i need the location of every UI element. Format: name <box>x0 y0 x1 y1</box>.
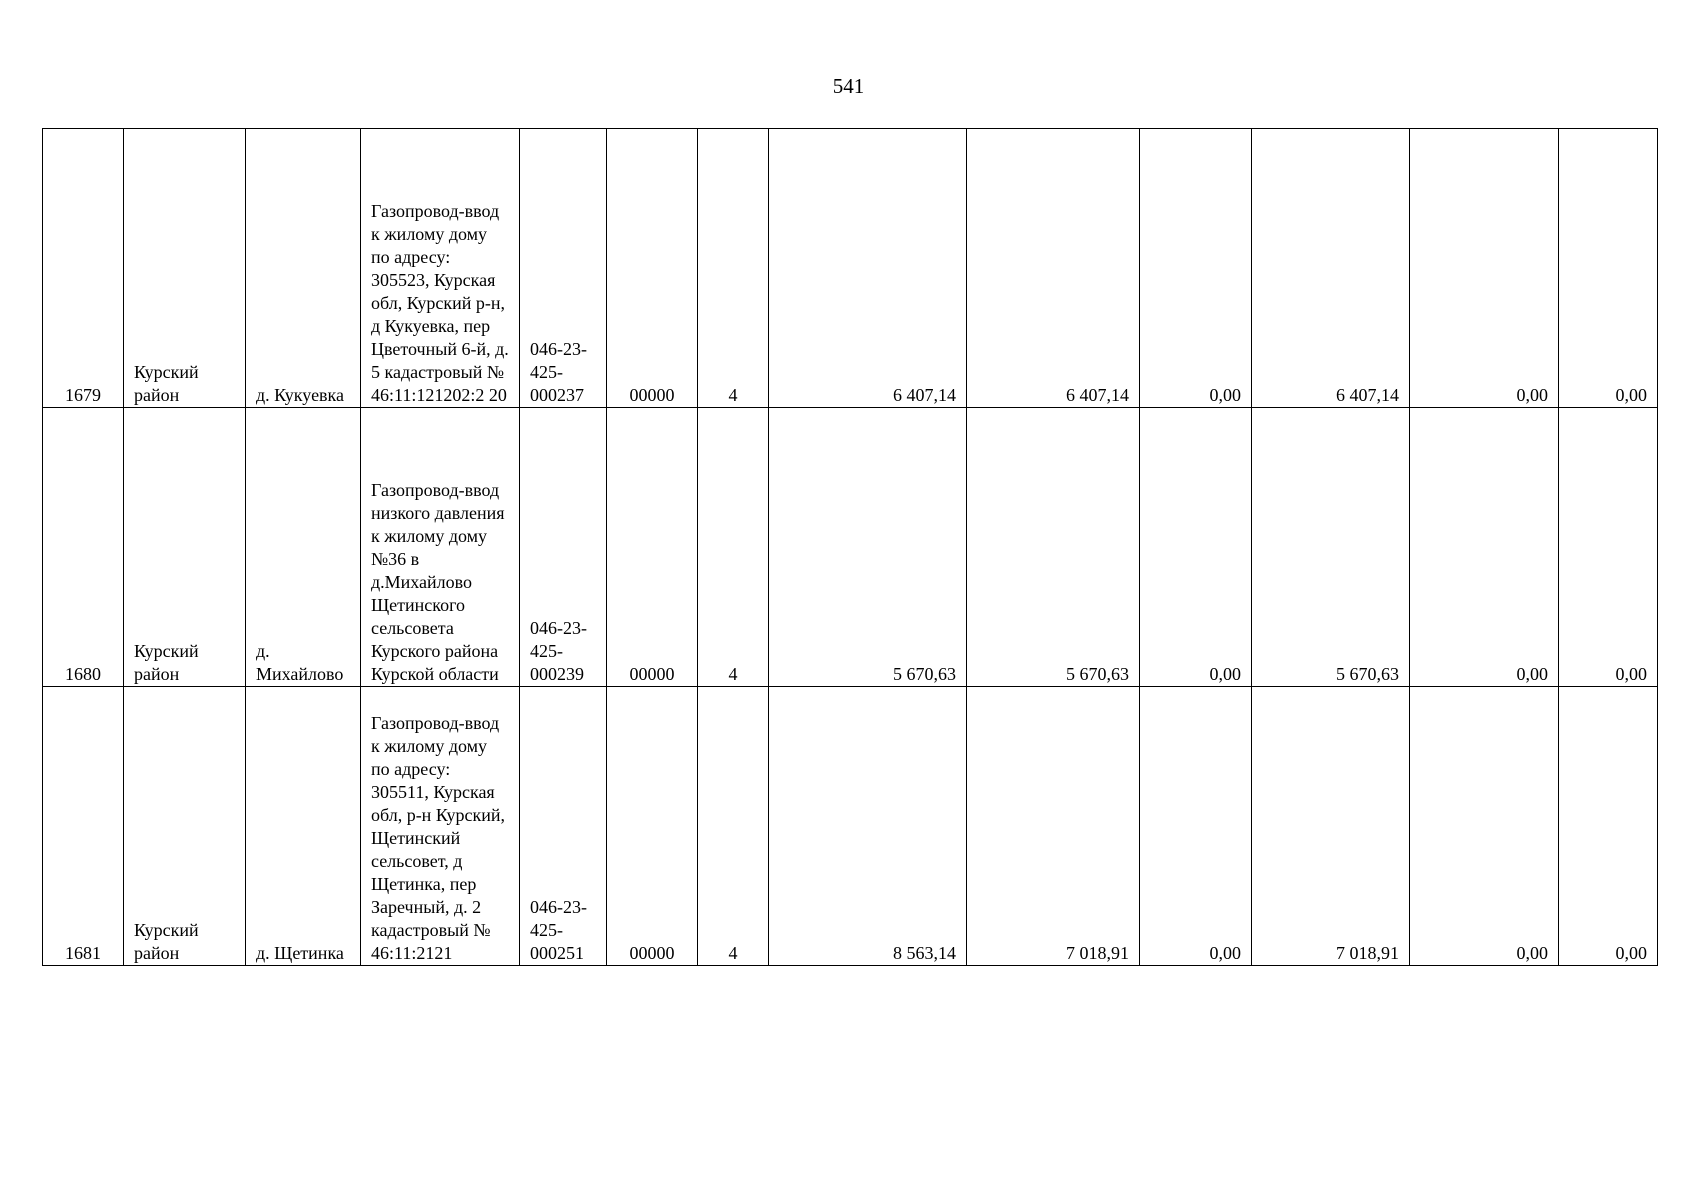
row-number-cell: 1681 <box>43 687 124 966</box>
value-5-cell: 0,00 <box>1410 408 1559 687</box>
value-3-cell: 0,00 <box>1140 408 1252 687</box>
value-4-cell: 7 018,91 <box>1252 687 1410 966</box>
code-cell: 00000 <box>607 687 698 966</box>
district-cell: Курский район <box>124 408 246 687</box>
settlement-cell: д. Щетинка <box>246 687 361 966</box>
value-6-cell: 0,00 <box>1559 408 1658 687</box>
row-number-cell: 1680 <box>43 408 124 687</box>
value-3-cell: 0,00 <box>1140 687 1252 966</box>
value-2-cell: 7 018,91 <box>967 687 1140 966</box>
page-number: 541 <box>832 74 865 98</box>
code-cell: 00000 <box>607 129 698 408</box>
description-cell: Газопровод-ввод к жилому дому по адресу: 305511, Курская обл, р-н Курский, Щетинский сельсовет, д Щетинка, пер Заречный, д. 2 кадастровый № 46:11:2121 <box>361 687 520 966</box>
value-1-cell: 8 563,14 <box>769 687 967 966</box>
value-4-cell: 5 670,63 <box>1252 408 1410 687</box>
value-4-cell: 6 407,14 <box>1252 129 1410 408</box>
value-2-cell: 6 407,14 <box>967 129 1140 408</box>
value-6-cell: 0,00 <box>1559 129 1658 408</box>
district-cell: Курский район <box>124 129 246 408</box>
value-5-cell: 0,00 <box>1410 129 1559 408</box>
inventory-number-cell: 046-23-425-000251 <box>520 687 607 966</box>
description-cell: Газопровод-ввод к жилому дому по адресу: 305523, Курская обл, Курский р-н, д Кукуевка, пер Цветочный 6-й, д. 5 кадастровый № 46:11:121202:2 20 <box>361 129 520 408</box>
row-number-cell: 1679 <box>43 129 124 408</box>
value-5-cell: 0,00 <box>1410 687 1559 966</box>
value-6-cell: 0,00 <box>1559 687 1658 966</box>
settlement-cell: д. Михайлово <box>246 408 361 687</box>
code-cell: 00000 <box>607 408 698 687</box>
group-cell: 4 <box>698 129 769 408</box>
value-1-cell: 5 670,63 <box>769 408 967 687</box>
value-3-cell: 0,00 <box>1140 129 1252 408</box>
value-2-cell: 5 670,63 <box>967 408 1140 687</box>
value-1-cell: 6 407,14 <box>769 129 967 408</box>
group-cell: 4 <box>698 687 769 966</box>
table-row <box>43 129 1658 408</box>
settlement-cell: д. Кукуевка <box>246 129 361 408</box>
table-row <box>43 687 1658 966</box>
registry-table <box>42 128 1658 966</box>
inventory-number-cell: 046-23-425-000239 <box>520 408 607 687</box>
description-cell: Газопровод-ввод низкого давления к жилому дому №36 в д.Михайлово Щетинского сельсовета Курского района Курской области <box>361 408 520 687</box>
district-cell: Курский район <box>124 687 246 966</box>
table-row <box>43 408 1658 687</box>
group-cell: 4 <box>698 408 769 687</box>
inventory-number-cell: 046-23-425-000237 <box>520 129 607 408</box>
